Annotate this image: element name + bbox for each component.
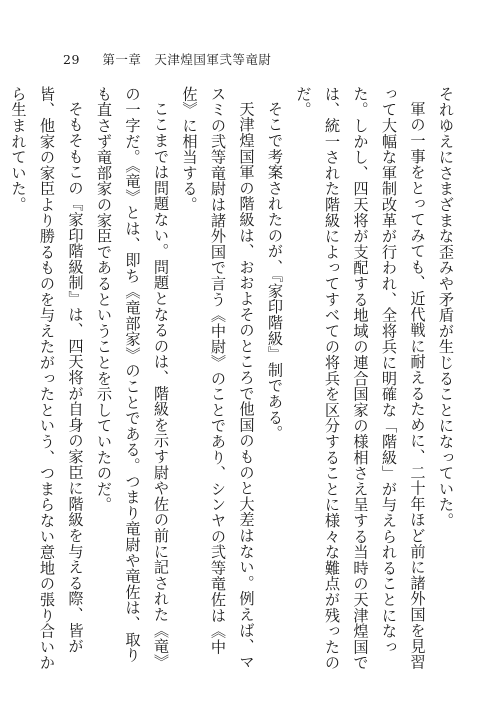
paragraph xyxy=(0,86,4,676)
paragraph: そこで考案されたのが、『家印階級』制である。 xyxy=(266,101,284,442)
running-header xyxy=(63,50,271,68)
running-title: 第一章 天津煌国軍弐等竜尉 xyxy=(102,52,272,67)
body-text xyxy=(9,86,460,676)
paragraph: ここまでは問題ない。問題となるのは、階級を示す尉や佐の前に記された《竜》の一字だ。《竜》とは、即ち《竜部家》のことである。つまり竜尉や竜佐は、取りも直さず竜部家の家臣であるということを示していたのだ。 xyxy=(95,86,170,670)
page-number: 29 xyxy=(63,52,80,67)
paragraph: 軍の一事をとってみても、近代戦に耐えるために、二十年ほど前に諸外国を見習って大幅な軍制改革が行われ、全将兵に明確な「階級」が与えられることになった。しかし、四天将が支配する地域の連合国家の様相さえ呈する当時の天津煌国では、統一された階級によってすべての将兵を区分することに様々な難点が残ったのだ。 xyxy=(294,86,427,671)
paragraph: 天津煌国軍の階級は、おおよそのところで他国のものと大差はない。例えば、マスミの弐等竜尉は諸外国で言う《中尉》のことであり、シンヤの弐等竜佐は《中佐》に相当する。 xyxy=(180,86,256,670)
paragraph: そもそもこの『家印階級制』は、四天将が自身の家臣に階級を与える際、皆が皆、他家の家臣より勝るものを与えたがったという、つまらない意地の張り合いから生まれていた。 xyxy=(9,86,85,671)
paragraph: それゆえにさまざまな歪みや矛盾が生じることになっていた。 xyxy=(437,86,455,529)
